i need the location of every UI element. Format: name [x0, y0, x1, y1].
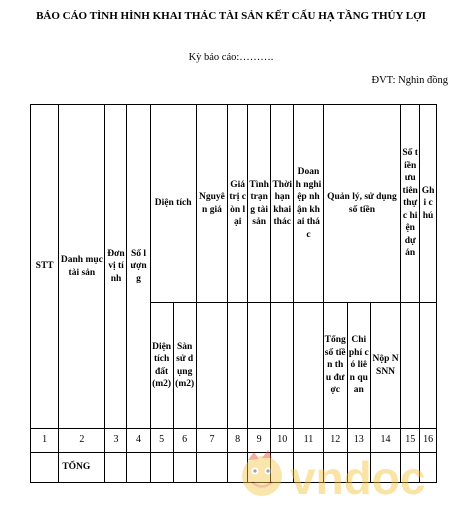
total-cell	[173, 453, 196, 483]
total-label: TỔNG	[59, 453, 105, 483]
currency-unit: ĐVT: Nghìn đồng	[371, 75, 448, 86]
report-title: BÁO CÁO TÌNH HÌNH KHAI THÁC TÀI SẢN KẾT CẤU HẠ TẦNG THỦY LỢI	[36, 10, 426, 22]
header-duration: Thời hạn khai thác	[271, 105, 294, 303]
column-number: 16	[420, 429, 437, 453]
watermark-text: vndoc	[290, 452, 426, 504]
header-blank-cell	[248, 303, 271, 429]
column-number: 14	[370, 429, 400, 453]
header-blank-cell	[401, 303, 420, 429]
total-cell	[370, 453, 400, 483]
header-row-1	[31, 105, 437, 303]
total-cell	[228, 453, 248, 483]
column-number: 2	[59, 429, 105, 453]
header-area: Diện tích	[150, 105, 196, 303]
column-number: 12	[323, 429, 347, 453]
total-cell	[127, 453, 150, 483]
column-number: 10	[271, 429, 294, 453]
column-number-row	[31, 429, 437, 453]
header-blank-cell	[271, 303, 294, 429]
header-quantity: Số lượng	[127, 105, 150, 429]
report-table	[30, 104, 437, 483]
column-number: 3	[105, 429, 127, 453]
header-budget-paid: Nộp NSNN	[370, 303, 400, 429]
total-cell	[105, 453, 127, 483]
total-cell	[323, 453, 347, 483]
header-blank-cell	[196, 303, 227, 429]
column-number: 11	[294, 429, 323, 453]
column-number: 4	[127, 429, 150, 453]
header-enterprise: Doanh nghiệp nhận khai thác	[294, 105, 323, 303]
report-period: Kỳ báo cáo:……….	[188, 52, 274, 63]
header-unit: Đơn vị tính	[105, 105, 127, 429]
column-number: 15	[401, 429, 420, 453]
header-stt: STT	[31, 105, 59, 429]
total-cell	[31, 453, 59, 483]
header-money-management: Quản lý, sử dụng số tiền	[323, 105, 401, 303]
header-residual-value: Giá trị còn lại	[228, 105, 248, 303]
column-number: 8	[228, 429, 248, 453]
header-area-floor: Sàn sử dụng (m2)	[173, 303, 196, 429]
column-number: 6	[173, 429, 196, 453]
header-total-collected: Tổng số tiền thu được	[323, 303, 347, 429]
header-priority-amount: Số tiền ưu tiên thực hiện dự án	[401, 105, 420, 303]
total-cell	[271, 453, 294, 483]
header-blank-cell	[294, 303, 323, 429]
total-cell	[150, 453, 173, 483]
total-cell	[294, 453, 323, 483]
header-blank-cell	[420, 303, 437, 429]
header-note: Ghi chú	[420, 105, 437, 303]
total-cell	[401, 453, 420, 483]
total-row	[31, 453, 437, 483]
total-cell	[248, 453, 271, 483]
total-cell	[420, 453, 437, 483]
header-blank-cell	[228, 303, 248, 429]
header-area-land: Diện tích đất (m2)	[150, 303, 173, 429]
header-asset-name: Danh mục tài sản	[59, 105, 105, 429]
column-number: 9	[248, 429, 271, 453]
header-related-cost: Chi phí có liên quan	[347, 303, 370, 429]
header-asset-status: Tình trạng tài sản	[248, 105, 271, 303]
column-number: 7	[196, 429, 227, 453]
total-cell	[196, 453, 227, 483]
header-original-price: Nguyên giá	[196, 105, 227, 303]
column-number: 1	[31, 429, 59, 453]
total-cell	[347, 453, 370, 483]
column-number: 5	[150, 429, 173, 453]
column-number: 13	[347, 429, 370, 453]
